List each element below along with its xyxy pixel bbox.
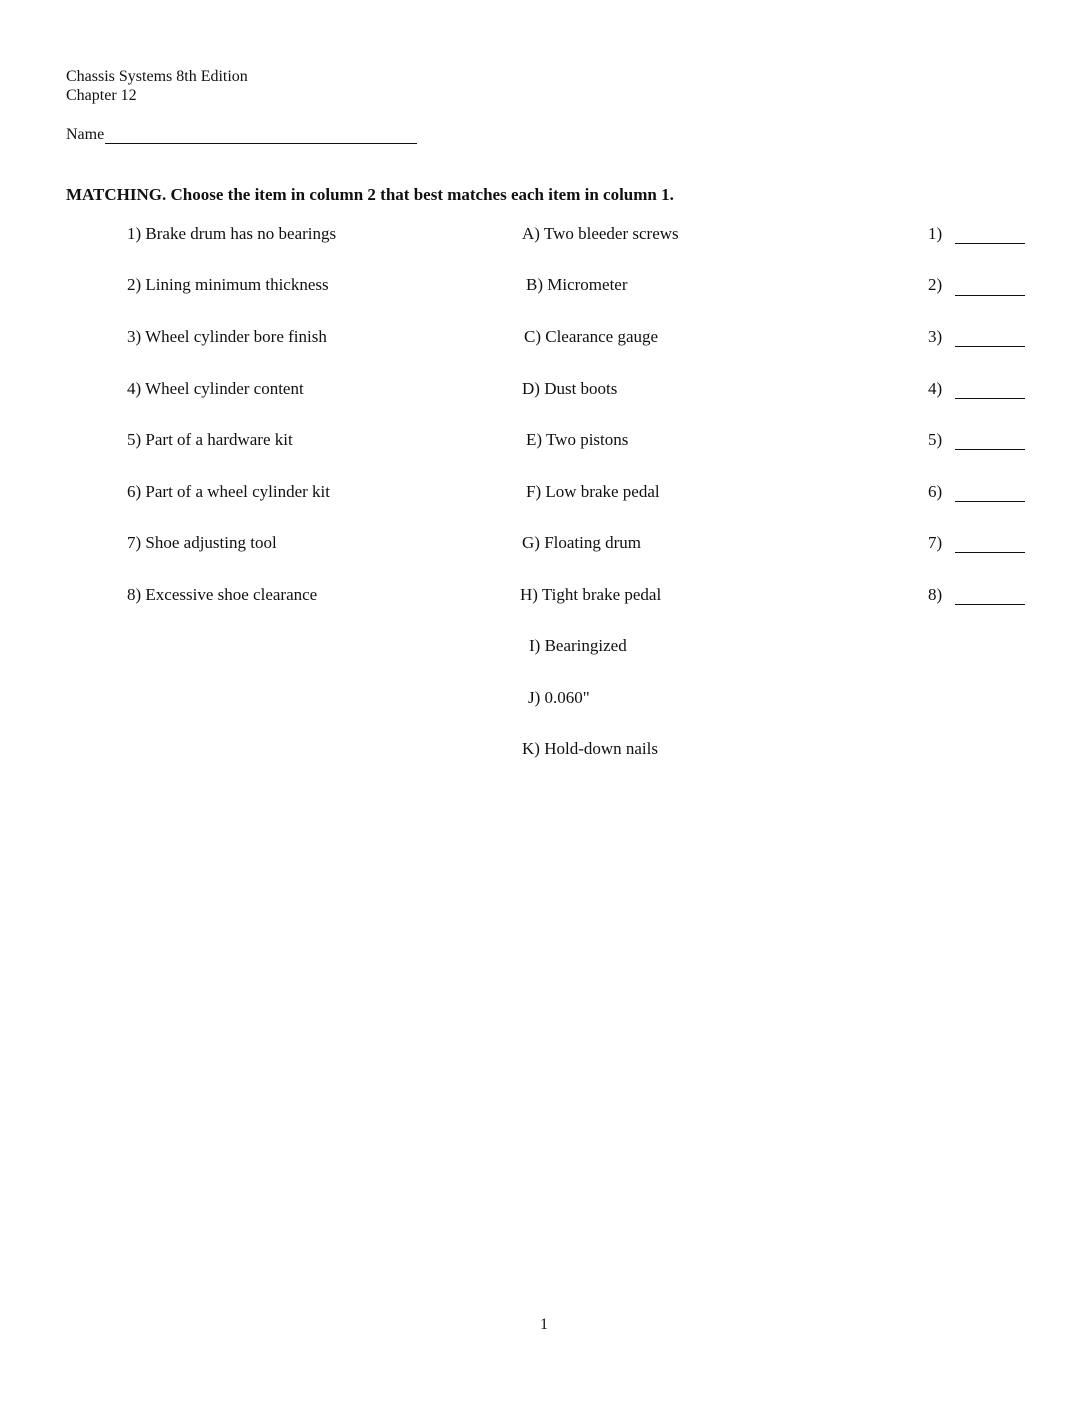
answer-blank[interactable] bbox=[955, 243, 1025, 244]
answer-label: 1) bbox=[928, 224, 943, 243]
answer-blank[interactable] bbox=[955, 449, 1025, 450]
answer-label: 2) bbox=[928, 275, 943, 294]
column2-item: A) Two bleeder screws bbox=[522, 224, 679, 243]
column1-item: 3) Wheel cylinder bore finish bbox=[127, 327, 327, 346]
answer-label: 5) bbox=[928, 430, 943, 449]
chapter-label: Chapter 12 bbox=[66, 87, 137, 104]
answer-blank[interactable] bbox=[955, 346, 1025, 347]
answer-label: 4) bbox=[928, 379, 943, 398]
answer-blank[interactable] bbox=[955, 398, 1025, 399]
column1-item: 2) Lining minimum thickness bbox=[127, 275, 329, 294]
column2-item: F) Low brake pedal bbox=[526, 482, 660, 501]
name-field-row bbox=[66, 125, 417, 144]
answer-label: 7) bbox=[928, 533, 943, 552]
column1-item: 8) Excessive shoe clearance bbox=[127, 585, 318, 604]
answer-label: 3) bbox=[928, 327, 943, 346]
column2-item: J) 0.060" bbox=[528, 688, 590, 707]
answer-blank[interactable] bbox=[955, 552, 1025, 553]
column2-item: B) Micrometer bbox=[526, 275, 628, 294]
course-title: Chassis Systems 8th Edition bbox=[66, 68, 248, 85]
answer-blank[interactable] bbox=[955, 295, 1025, 296]
answer-label: 8) bbox=[928, 585, 943, 604]
column1-item: 4) Wheel cylinder content bbox=[127, 379, 304, 398]
column1-item: 1) Brake drum has no bearings bbox=[127, 224, 337, 243]
column2-item: K) Hold-down nails bbox=[522, 739, 658, 758]
name-label: Name bbox=[66, 126, 105, 143]
answer-blank[interactable] bbox=[955, 604, 1025, 605]
column2-item: G) Floating drum bbox=[522, 533, 641, 552]
answer-blank[interactable] bbox=[955, 501, 1025, 502]
name-field[interactable] bbox=[105, 125, 417, 144]
column2-item: H) Tight brake pedal bbox=[520, 585, 662, 604]
column2-item: I) Bearingized bbox=[529, 636, 627, 655]
column2-item: E) Two pistons bbox=[526, 430, 629, 449]
answer-label: 6) bbox=[928, 482, 943, 501]
column1-item: 7) Shoe adjusting tool bbox=[127, 533, 277, 552]
column2-item: D) Dust boots bbox=[522, 379, 618, 398]
column1-item: 6) Part of a wheel cylinder kit bbox=[127, 482, 330, 501]
page-number: 1 bbox=[540, 1316, 548, 1333]
instructions: MATCHING. Choose the item in column 2 that best matches each item in column 1. bbox=[66, 185, 674, 204]
column1-item: 5) Part of a hardware kit bbox=[127, 430, 293, 449]
column2-item: C) Clearance gauge bbox=[524, 327, 659, 346]
